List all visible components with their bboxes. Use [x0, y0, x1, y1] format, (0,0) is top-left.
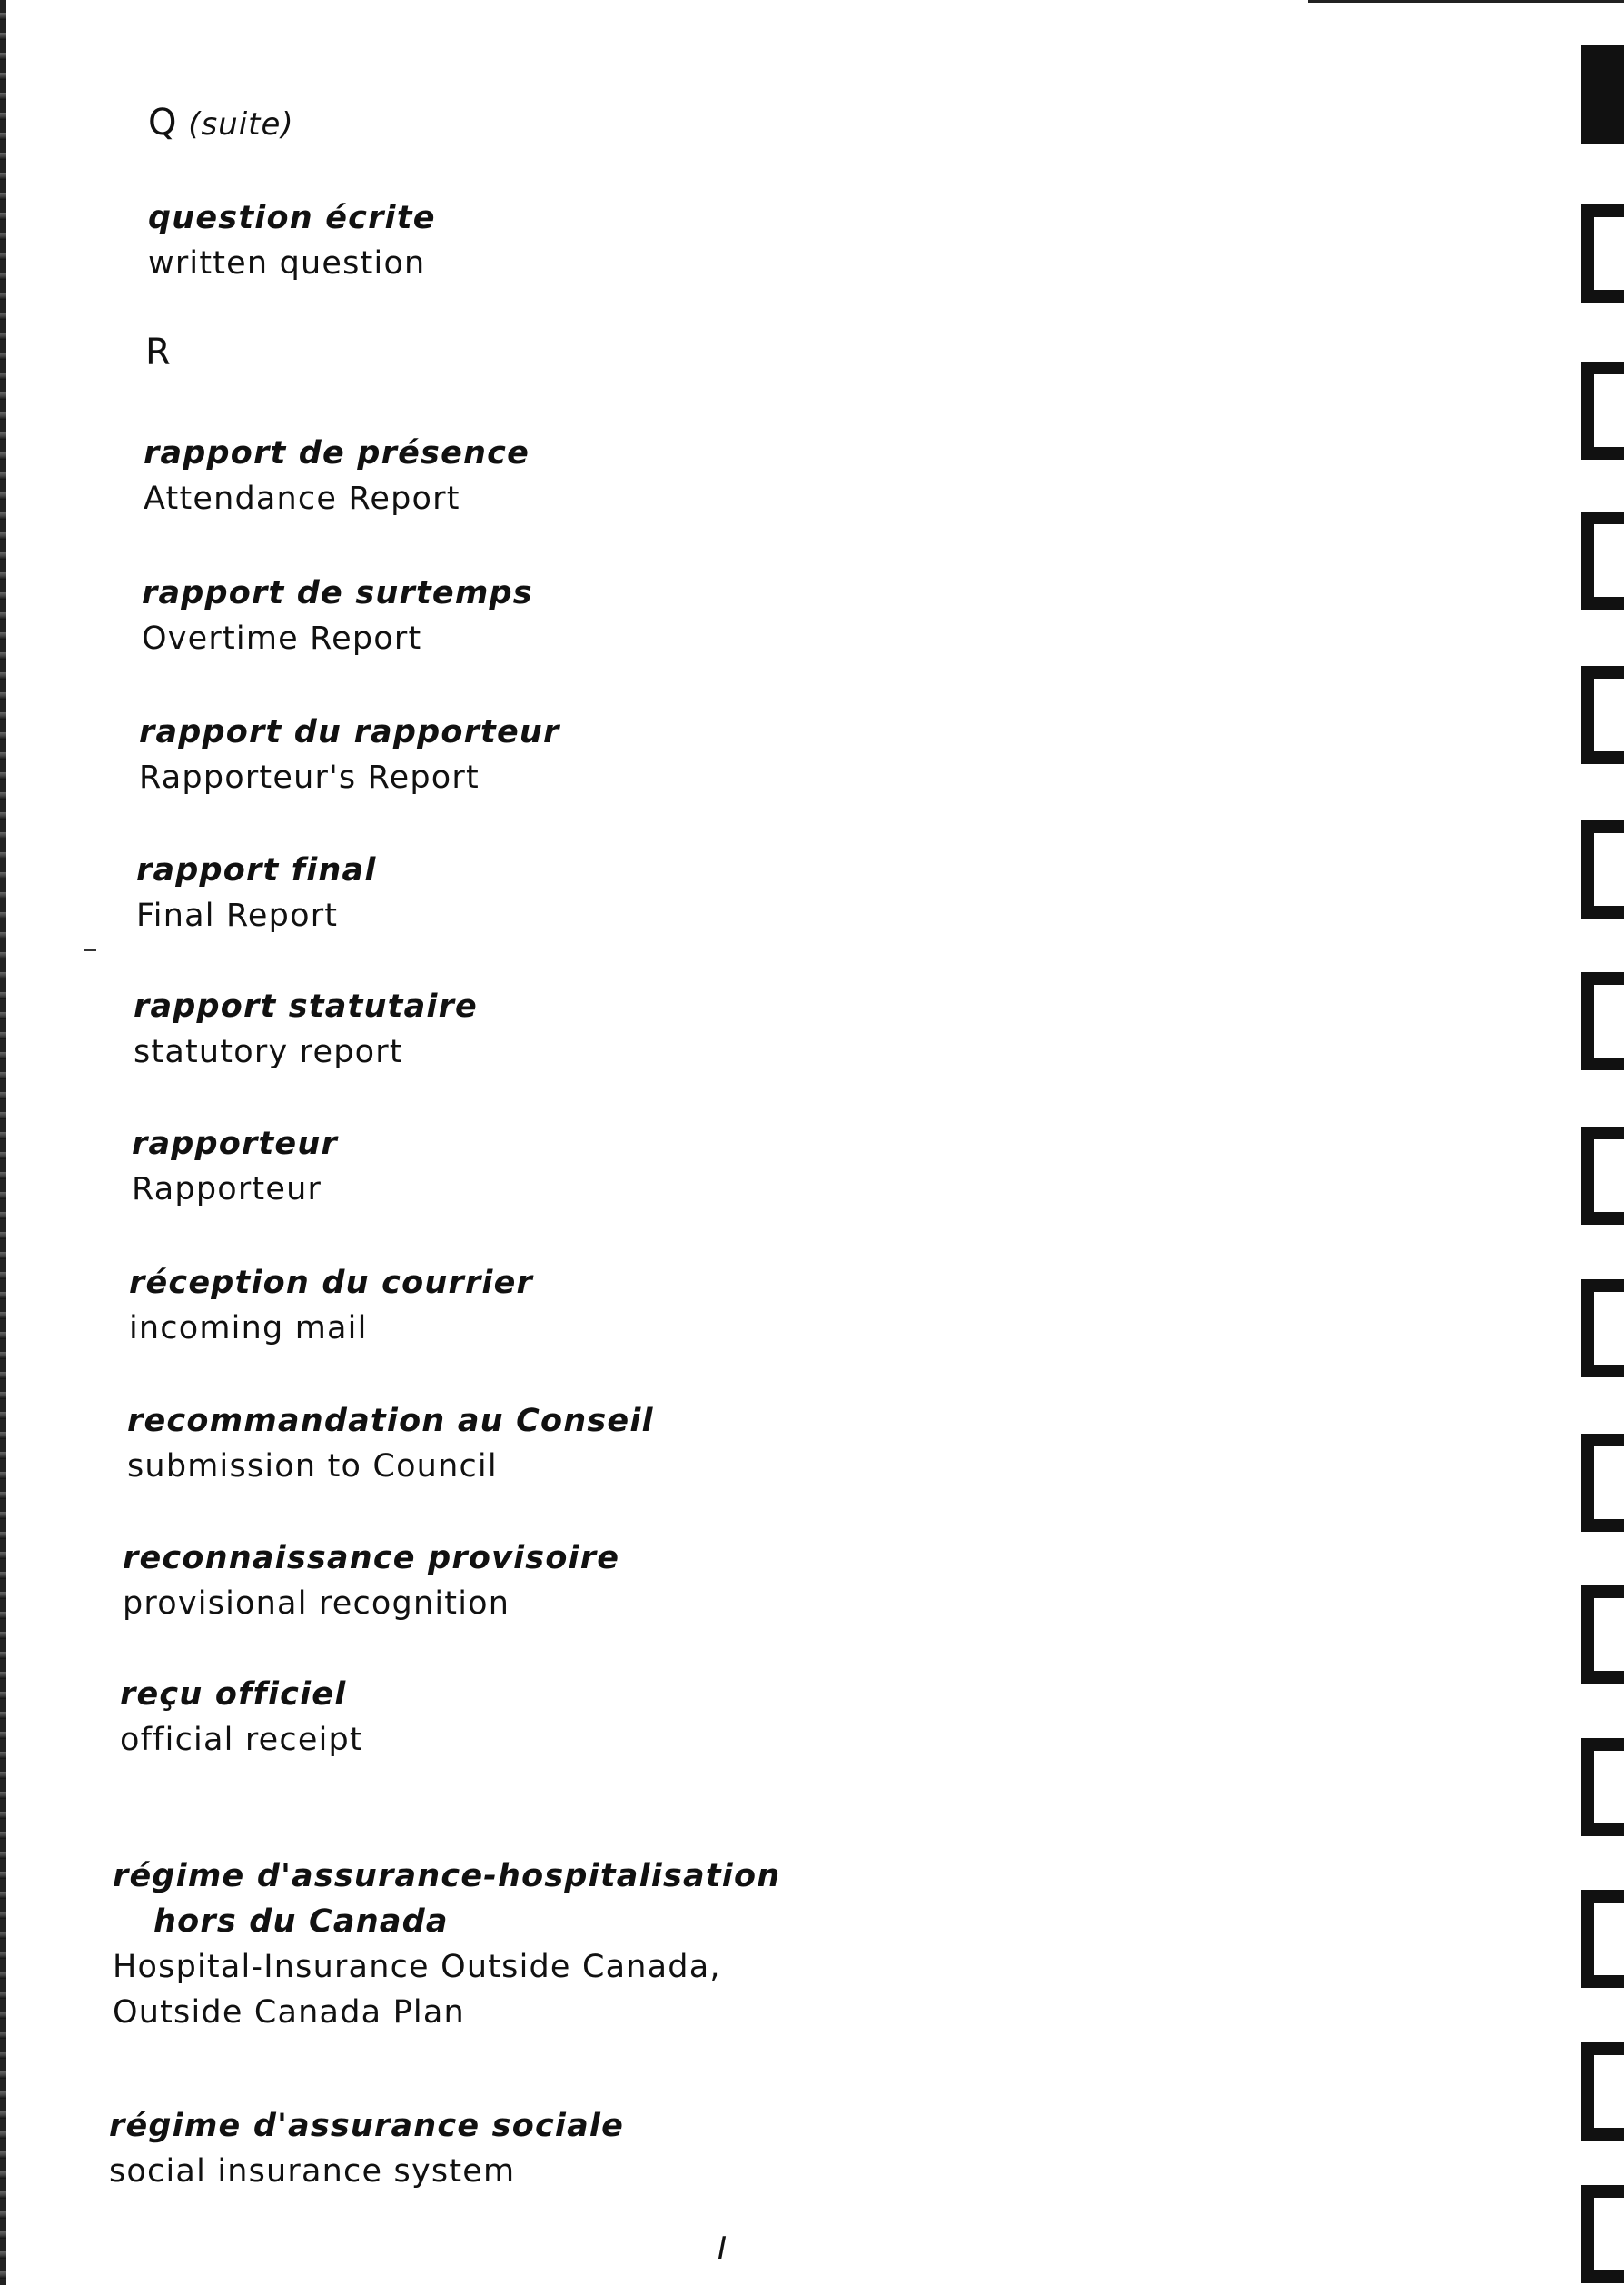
binder-mark: [1581, 1585, 1624, 1684]
english-term: official receipt: [120, 1722, 363, 1758]
top-rule: [1308, 0, 1624, 3]
glossary-entry: [148, 195, 436, 286]
glossary-entry: [132, 1121, 338, 1212]
binder-mark: [1581, 2042, 1624, 2141]
french-term: rapport de surtemps: [142, 575, 533, 611]
french-term: réception du courrier: [129, 1265, 533, 1301]
glossary-entry: [127, 1398, 654, 1489]
binder-mark: [1581, 512, 1624, 610]
glossary-entry: [113, 1853, 780, 2035]
french-term: régime d'assurance-hospitalisation: [113, 1858, 781, 1894]
french-term: régime d'assurance sociale: [109, 2108, 625, 2144]
binder-mark: [1581, 2185, 1624, 2283]
scan-speck: [84, 949, 96, 951]
french-term: question écrite: [148, 200, 436, 236]
binder-mark: [1581, 820, 1624, 919]
english-term: submission to Council: [127, 1448, 498, 1485]
french-term: rapporteur: [132, 1126, 338, 1162]
section-letter-q: Q: [148, 102, 177, 144]
binder-mark: [1581, 1738, 1624, 1836]
binder-mark: [1581, 45, 1624, 144]
section-letter-r: R: [145, 332, 171, 373]
glossary-entry: [129, 1260, 533, 1351]
glossary-entry: [136, 848, 377, 939]
section-suite-label: (suite): [188, 106, 294, 143]
french-term: rapport de présence: [144, 435, 530, 472]
binder-mark: [1581, 1279, 1624, 1377]
english-term: Final Report: [136, 898, 339, 934]
glossary-entry: [134, 984, 478, 1075]
english-term: statutory report: [134, 1034, 403, 1070]
french-term: rapport du rapporteur: [139, 714, 560, 750]
french-term: reconnaissance provisoire: [123, 1540, 620, 1576]
english-term: social insurance system: [109, 2153, 516, 2190]
english-term: Rapporteur's Report: [139, 760, 480, 796]
english-term: written question: [148, 245, 426, 282]
english-term-continued: Outside Canada Plan: [113, 1994, 465, 2031]
glossary-entry: [120, 1672, 363, 1763]
glossary-entry: [109, 2103, 624, 2194]
english-term: incoming mail: [129, 1310, 368, 1346]
english-term: Hospital-Insurance Outside Canada,: [113, 1949, 721, 1985]
binder-mark: [1581, 1890, 1624, 1988]
french-term: rapport final: [136, 852, 377, 889]
glossary-entry: [142, 571, 533, 661]
french-term: recommandation au Conseil: [127, 1403, 654, 1439]
english-term: Overtime Report: [142, 621, 422, 657]
french-term: rapport statutaire: [134, 989, 478, 1025]
page-number: I: [718, 2230, 728, 2267]
binder-mark: [1581, 362, 1624, 460]
section-heading-q: [148, 102, 294, 144]
glossary-entry: [144, 431, 530, 522]
english-term: provisional recognition: [123, 1585, 510, 1622]
french-term: reçu officiel: [120, 1676, 347, 1713]
binder-mark: [1581, 666, 1624, 764]
french-term-continued: hors du Canada: [153, 1903, 449, 1940]
binder-mark: [1581, 1434, 1624, 1532]
scan-left-edge: [0, 0, 6, 2285]
section-heading-r: [145, 332, 171, 373]
english-term: Attendance Report: [144, 481, 460, 517]
glossary-entry: [139, 710, 560, 800]
binder-mark: [1581, 972, 1624, 1070]
binder-mark: [1581, 1127, 1624, 1225]
english-term: Rapporteur: [132, 1171, 322, 1207]
glossary-entry: [123, 1535, 619, 1626]
binder-mark: [1581, 204, 1624, 303]
